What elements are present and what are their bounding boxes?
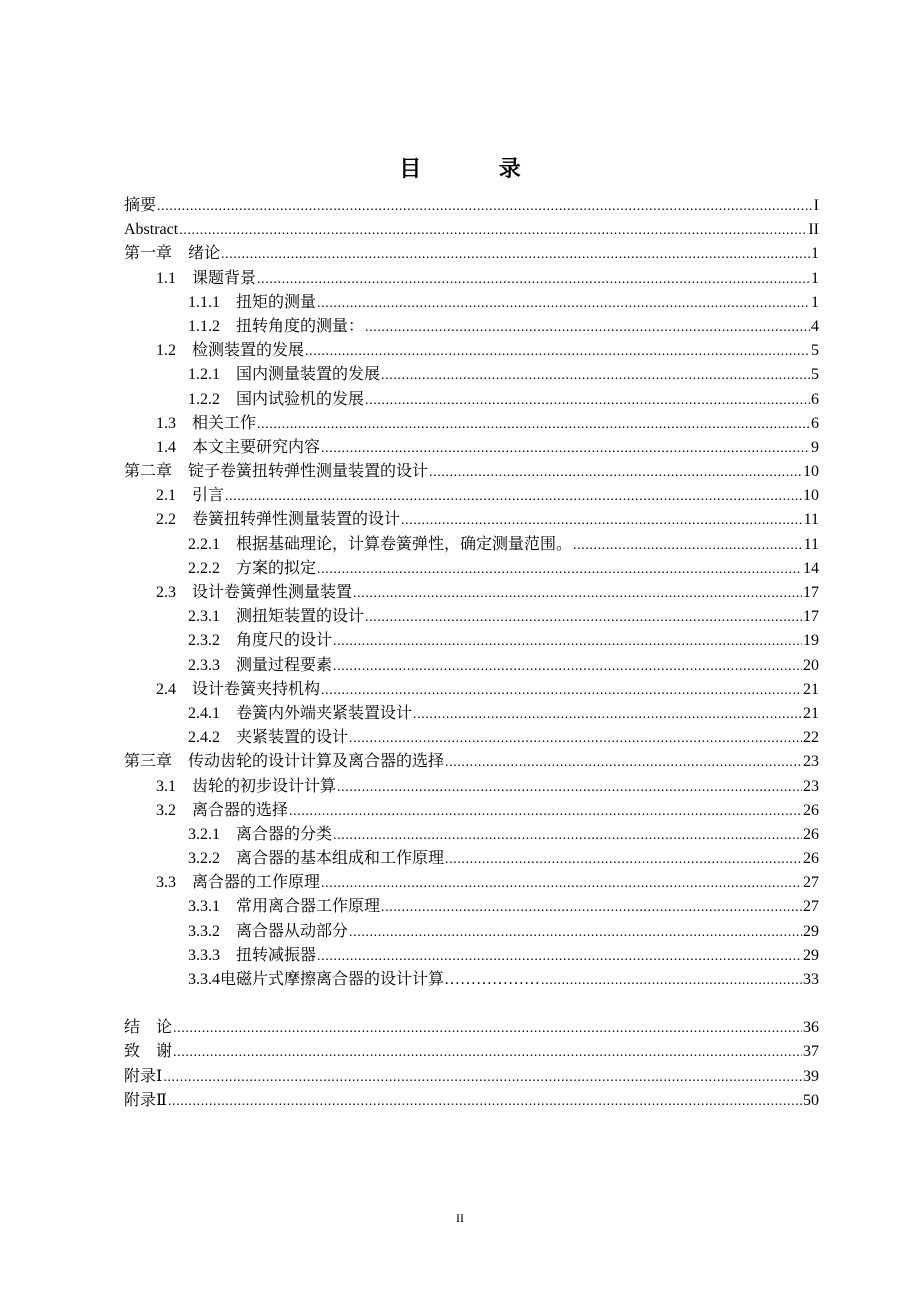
toc-entry[interactable]	[124, 968, 819, 992]
toc-entry-text: 3.3 离合器的工作原理	[156, 874, 321, 892]
toc-entry-page: 39	[803, 1067, 819, 1085]
dot-leader	[257, 413, 810, 437]
dot-leader	[221, 243, 810, 267]
toc-entry-page: 21	[803, 704, 819, 722]
toc-title: 目 录	[399, 156, 557, 181]
toc-entry-page: 6	[811, 414, 819, 432]
toc-entry-text: 3.3.1 常用离合器工作原理	[188, 898, 381, 916]
dot-leader	[173, 1041, 802, 1065]
toc-entry-text: 3.2.1 离合器的分类	[188, 825, 333, 843]
dot-leader	[168, 1090, 802, 1114]
toc-entry[interactable]	[124, 218, 819, 242]
toc-entry-text: 摘要	[124, 197, 157, 214]
toc-entry-text: 3.1 齿轮的初步设计计算	[156, 777, 337, 795]
toc-entry-page: I	[813, 197, 819, 214]
toc-entry-text: 1.2.2 国内试验机的发展	[188, 390, 365, 408]
toc-entry-page: 10	[803, 463, 819, 481]
toc-entry[interactable]	[124, 726, 819, 750]
toc-entry-page: II	[808, 221, 819, 239]
dot-leader	[445, 751, 802, 775]
toc-entry[interactable]	[124, 339, 819, 363]
toc-entry-page: 10	[803, 487, 819, 505]
dot-leader	[333, 824, 802, 848]
toc-entry-page: 29	[803, 922, 819, 940]
toc-entry[interactable]	[124, 1089, 819, 1113]
toc-entry[interactable]	[124, 654, 819, 678]
toc-entry[interactable]	[124, 315, 819, 339]
toc-entry-page: 9	[811, 438, 819, 456]
section-gap	[124, 992, 819, 1016]
toc-entry-text: 1.4 本文主要研究内容	[156, 438, 321, 456]
toc-entry-text: 3.2.2 离合器的基本组成和工作原理	[188, 850, 445, 868]
dot-leader	[573, 534, 803, 558]
toc-entry-text: 1.2.1 国内测量装置的发展	[188, 366, 381, 384]
toc-entry-text: 致 谢	[124, 1043, 173, 1061]
toc-entry[interactable]	[124, 1040, 819, 1064]
dot-leader	[173, 1017, 802, 1041]
toc-entry[interactable]	[124, 750, 819, 774]
toc-entry-page: 26	[803, 825, 819, 843]
toc-entry[interactable]	[124, 944, 819, 968]
dot-leader	[163, 1066, 802, 1090]
toc-entry-page: 17	[803, 608, 819, 626]
toc-entry-text: 1.2 检测装置的发展	[156, 342, 305, 360]
toc-entry[interactable]	[124, 581, 819, 605]
dot-leader	[179, 219, 807, 243]
toc-entry-text: 2.3.1 测扭矩装置的设计	[188, 608, 365, 626]
toc-entry[interactable]	[124, 484, 819, 508]
toc-entry[interactable]	[124, 678, 819, 702]
dot-leader	[445, 848, 802, 872]
toc-entry-text: 3.3.2 离合器从动部分	[188, 922, 349, 940]
dot-leader	[353, 582, 802, 606]
dot-leader	[365, 606, 802, 630]
dot-leader	[225, 485, 802, 509]
toc-entry[interactable]	[124, 533, 819, 557]
dot-leader	[321, 679, 802, 703]
toc-entry[interactable]	[124, 508, 819, 532]
toc-entry-page: 1	[811, 245, 819, 263]
toc-entry-text: 3.3.4电磁片式摩擦离合器的设计计算………………	[188, 971, 541, 988]
toc-entry-page: 27	[803, 898, 819, 916]
toc-entry-page: 37	[803, 1043, 819, 1061]
table-of-contents	[124, 194, 819, 1113]
toc-entry[interactable]	[124, 895, 819, 919]
toc-entry-text: 2.1 引言	[156, 487, 225, 505]
toc-entry-text: 2.2.2 方案的拟定	[188, 559, 317, 577]
toc-entry-page: 27	[803, 874, 819, 892]
toc-entry-text: 2.4.2 夹紧装置的设计	[188, 729, 349, 747]
toc-entry[interactable]	[124, 799, 819, 823]
toc-entry[interactable]	[124, 605, 819, 629]
toc-entry[interactable]	[124, 460, 819, 484]
dot-leader	[337, 776, 802, 800]
toc-entry-page: 21	[803, 680, 819, 698]
dot-leader	[381, 896, 802, 920]
page-number: II	[456, 1211, 464, 1225]
toc-entry-page: 11	[803, 511, 819, 529]
toc-entry-page: 11	[803, 535, 819, 553]
toc-entry-page: 1	[811, 293, 819, 311]
toc-entry-page: 26	[803, 850, 819, 868]
toc-entry-page: 26	[803, 801, 819, 819]
toc-entry-text: 第二章 锭子卷簧扭转弹性测量装置的设计	[124, 463, 429, 481]
toc-entry[interactable]	[124, 557, 819, 581]
toc-entry[interactable]	[124, 1016, 819, 1040]
toc-entry-text: 2.4.1 卷簧内外端夹紧装置设计	[188, 704, 413, 722]
toc-entry-page: 19	[803, 632, 819, 650]
toc-entry[interactable]	[124, 871, 819, 895]
dot-leader	[317, 945, 802, 969]
toc-entry-page: 22	[803, 729, 819, 747]
toc-entry-text: 1.1.1 扭矩的测量	[188, 293, 317, 311]
toc-entry-text: 结 论	[124, 1019, 173, 1037]
dot-leader	[365, 389, 810, 413]
dot-leader	[333, 655, 802, 679]
dot-leader	[157, 195, 813, 219]
dot-leader	[321, 872, 802, 896]
toc-entry-text: 第一章 绪论	[124, 245, 221, 263]
dot-leader	[317, 558, 802, 582]
dot-leader	[401, 509, 803, 533]
toc-entry-page: 17	[803, 584, 819, 601]
toc-entry-text: 1.3 相关工作	[156, 414, 257, 432]
toc-entry-page: 23	[803, 777, 819, 795]
toc-entry[interactable]	[124, 920, 819, 944]
toc-entry-page: 33	[803, 971, 819, 988]
toc-entry-text: 2.2.1 根据基础理论，计算卷簧弹性，确定测量范围。	[188, 535, 573, 553]
toc-entry-text: 2.2 卷簧扭转弹性测量装置的设计	[156, 511, 401, 529]
toc-entry-page: 23	[803, 753, 819, 771]
toc-entry-page: 14	[803, 559, 819, 577]
toc-entry-page: 5	[811, 366, 819, 384]
toc-entry-text: 3.2 离合器的选择	[156, 801, 289, 819]
toc-entry-text: 2.3.3 测量过程要素	[188, 656, 333, 674]
toc-entry-page: 6	[811, 390, 819, 408]
dot-leader	[541, 969, 802, 993]
dot-leader	[321, 437, 810, 461]
toc-entry-text: Abstract	[124, 221, 179, 239]
toc-entry-page: 29	[803, 946, 819, 964]
toc-entry[interactable]	[124, 363, 819, 387]
toc-entry[interactable]	[124, 847, 819, 871]
toc-entry[interactable]	[124, 629, 819, 653]
dot-leader	[289, 800, 802, 824]
dot-leader	[349, 727, 802, 751]
toc-entry-page: 5	[811, 342, 819, 360]
toc-entry-text: 附录Ⅱ	[124, 1091, 167, 1109]
toc-entry-text: 第三章 传动齿轮的设计计算及离合器的选择	[124, 753, 445, 771]
toc-entry-text: 2.4 设计卷簧夹持机构	[156, 680, 321, 698]
toc-entry[interactable]	[124, 1065, 819, 1089]
toc-entry[interactable]	[124, 436, 819, 460]
dot-leader	[429, 461, 802, 485]
toc-entry[interactable]	[124, 388, 819, 412]
toc-entry[interactable]	[124, 242, 819, 266]
toc-entry[interactable]	[124, 267, 819, 291]
toc-entry-text: 1.1 课题背景	[156, 269, 257, 287]
toc-entry[interactable]	[124, 823, 819, 847]
toc-entry-text: 2.3.2 角度尺的设计	[188, 632, 333, 650]
toc-entry[interactable]	[124, 412, 819, 436]
toc-entry-page: 4	[811, 317, 819, 335]
toc-entry-page: 36	[803, 1019, 819, 1037]
dot-leader	[381, 364, 810, 388]
toc-entry-page: 50	[803, 1091, 819, 1109]
toc-entry[interactable]	[124, 775, 819, 799]
toc-entry-page: 20	[803, 656, 819, 674]
dot-leader	[365, 316, 810, 340]
dot-leader	[333, 630, 802, 654]
dot-leader	[257, 268, 810, 292]
toc-entry-page: 1	[811, 269, 819, 287]
dot-leader	[349, 921, 802, 945]
toc-entry-text: 2.3 设计卷簧弹性测量装置	[156, 584, 353, 601]
toc-entry[interactable]	[124, 291, 819, 315]
dot-leader	[317, 292, 810, 316]
toc-entry[interactable]	[124, 702, 819, 726]
toc-entry-text: 附录Ⅰ	[124, 1067, 163, 1085]
toc-entry-text: 1.1.2 扭转角度的测量：	[188, 317, 365, 335]
dot-leader	[413, 703, 802, 727]
toc-entry-text: 3.3.3 扭转减振器	[188, 946, 317, 964]
dot-leader	[305, 340, 810, 364]
toc-entry[interactable]	[124, 194, 819, 218]
